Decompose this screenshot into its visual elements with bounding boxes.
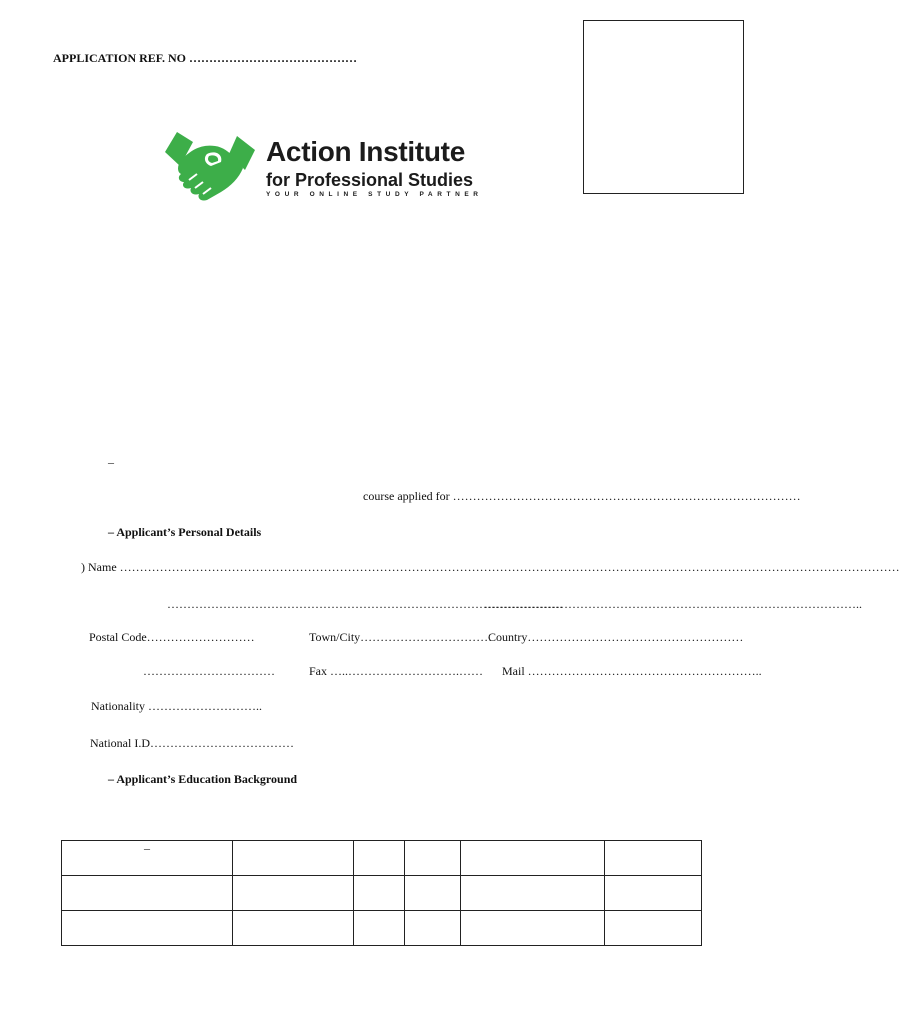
table-cell[interactable] [461,841,605,876]
table-row [62,911,702,946]
education-table [61,840,702,946]
table-cell[interactable] [405,876,461,911]
table-cell[interactable] [354,841,405,876]
table-cell[interactable] [405,911,461,946]
country-field[interactable]: Country……………………………………………… [488,630,744,644]
name-field[interactable]: ) Name …………………………………………………………………………………………………………………………………………………………………………… [81,560,900,574]
institute-logo [163,130,533,210]
table-cell[interactable] [605,841,702,876]
table-cell[interactable] [461,876,605,911]
table-cell[interactable] [354,911,405,946]
section-dash: – [108,455,114,469]
section-education-background: – Applicant’s Education Background [108,772,298,786]
table-cell[interactable] [461,911,605,946]
table-cell[interactable] [233,876,354,911]
table-cell[interactable] [62,911,233,946]
nationality-field[interactable]: Nationality ……………………….. [91,699,262,713]
logo-tagline: YOUR ONLINE STUDY PARTNER [266,191,483,198]
handshake-icon [163,130,259,210]
town-city-field[interactable]: Town/City…………………………… [309,630,493,644]
logo-subtitle: for Professional Studies [266,170,474,190]
mail-field[interactable]: Mail ………………………………………………….. [502,664,762,678]
table-cell[interactable] [354,876,405,911]
table-row [62,876,702,911]
section-personal-details: – Applicant’s Personal Details [108,525,262,539]
table-row [62,841,702,876]
course-applied-field[interactable]: course applied for …………………………………………………………………………… [363,489,801,503]
passport-photo-box [583,20,744,194]
application-ref-no[interactable]: APPLICATION REF. NO …………………………………… [53,51,358,65]
telephone-field[interactable]: …………………………… [143,664,275,678]
table-cell[interactable] [405,841,461,876]
table-cell[interactable] [62,876,233,911]
table-cell[interactable] [62,841,233,876]
address-field-2[interactable]: ………………………………………………………………………………….. [484,597,862,611]
table-cell[interactable] [605,876,702,911]
table-cell[interactable] [233,911,354,946]
national-id-field[interactable]: National I.D……………………………… [90,736,294,750]
address-field-1[interactable]: ……………………………………………………………………………………… [167,597,563,611]
fax-field[interactable]: Fax …..……………………….…… [309,664,483,678]
postal-code-field[interactable]: Postal Code……………………… [89,630,255,644]
table-header-dash: – [144,841,150,855]
table-cell[interactable] [605,911,702,946]
table-cell[interactable] [233,841,354,876]
logo-title: Action Institute [266,136,465,167]
